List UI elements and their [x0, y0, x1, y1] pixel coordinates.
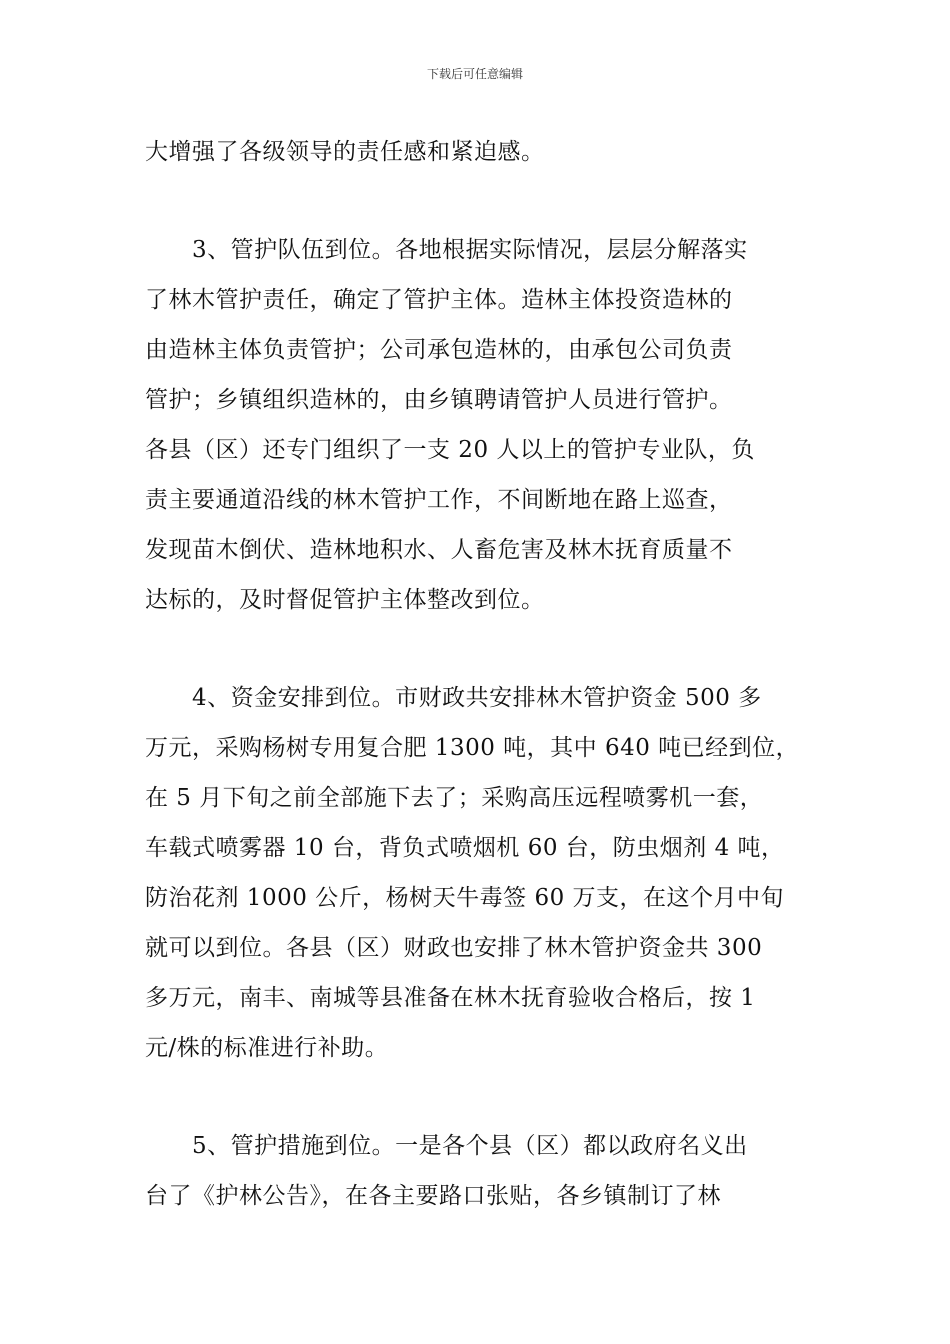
paragraph-1-line-7: 达标的，及时督促管护主体整改到位。 — [145, 587, 545, 613]
paragraph-2-line-7: 元/株的标准进行补助。 — [145, 1035, 389, 1061]
paragraph-2-line-1: 万元，采购杨树专用复合肥 1300 吨，其中 640 吨已经到位， — [145, 735, 800, 761]
paragraph-3-line-1: 台了《护林公告》，在各主要路口张贴，各乡镇制订了林 — [145, 1183, 721, 1209]
page-header: 下载后可任意编辑 — [426, 67, 523, 81]
paragraph-2-line-2: 在 5 月下旬之前全部施下去了；采购高压远程喷雾机一套， — [145, 785, 764, 811]
paragraph-1-line-1: 了林木管护责任，确定了管护主体。造林主体投资造林的 — [145, 287, 733, 313]
paragraph-2-line-6: 多万元，南丰、南城等县准备在林木抚育验收合格后，按 1 — [145, 985, 756, 1011]
paragraph-3-line-0: 5、管护措施到位。一是各个县（区）都以政府名义出 — [192, 1133, 748, 1159]
paragraph-2-line-5: 就可以到位。各县（区）财政也安排了林木管护资金共 300 — [145, 935, 763, 961]
paragraph-1-line-2: 由造林主体负责管护；公司承包造林的，由承包公司负责 — [145, 337, 733, 363]
paragraph-1-line-0: 3、管护队伍到位。各地根据实际情况，层层分解落实 — [192, 237, 748, 263]
paragraph-2-line-0: 4、资金安排到位。市财政共安排林木管护资金 500 多 — [192, 685, 762, 711]
paragraph-1-line-4: 各县（区）还专门组织了一支 20 人以上的管护专业队，负 — [145, 437, 755, 463]
paragraph-1-line-3: 管护；乡镇组织造林的，由乡镇聘请管护人员进行管护。 — [145, 387, 733, 413]
paragraph-1-line-5: 责主要通道沿线的林木管护工作，不间断地在路上巡查， — [145, 487, 733, 513]
paragraph-2-line-4: 防治花剂 1000 公斤，杨树天牛毒签 60 万支，在这个月中旬 — [145, 885, 785, 911]
paragraph-2-line-3: 车载式喷雾器 10 台，背负式喷烟机 60 台，防虫烟剂 4 吨， — [145, 835, 785, 861]
paragraph-1-line-6: 发现苗木倒伏、造林地积水、人畜危害及林木抚育质量不 — [145, 537, 733, 563]
paragraph-0-line-0: 大增强了各级领导的责任感和紧迫感。 — [145, 139, 545, 165]
